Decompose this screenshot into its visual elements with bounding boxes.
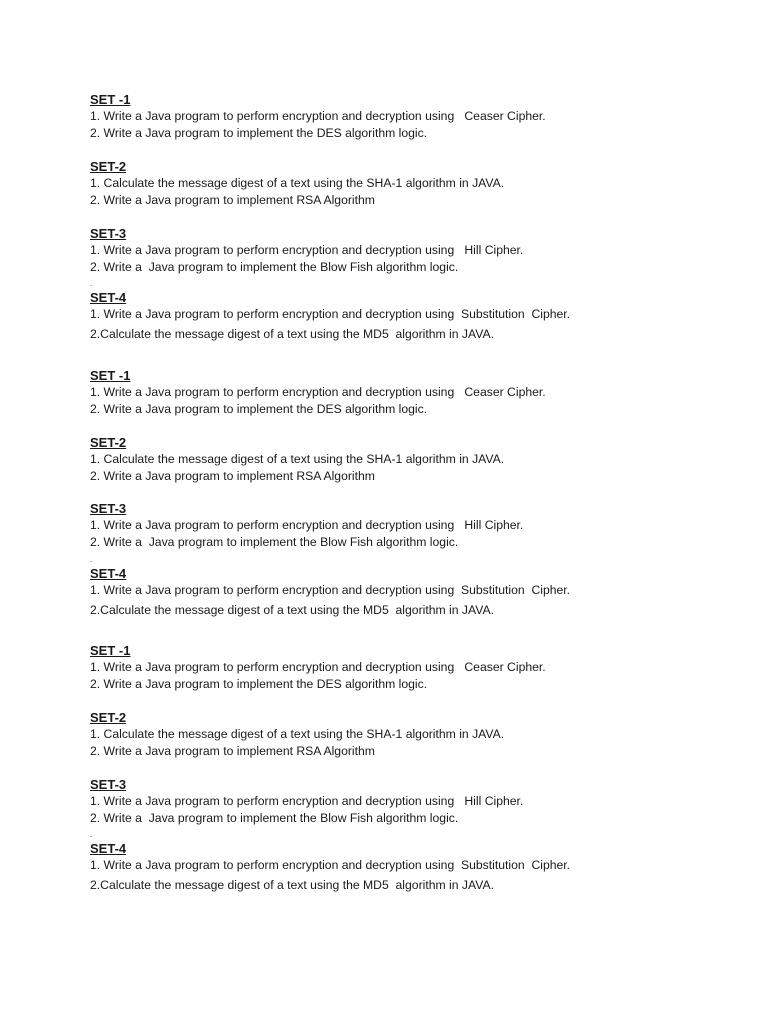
set-2-question-1: 1. Calculate the message digest of a text using the SHA-1 algorithm in JAVA. <box>90 452 505 466</box>
set-2-heading: SET-2 <box>90 159 127 174</box>
set-4-question-1: 1. Write a Java program to perform encryption and decryption using Substitution Cipher. <box>90 858 571 872</box>
set-1-block <box>90 368 730 418</box>
set-2-block <box>90 435 730 485</box>
set-2-heading: SET-2 <box>90 710 127 725</box>
set-1-question-2: 2. Write a Java program to implement the DES algorithm logic. <box>90 126 428 140</box>
set-4-heading: SET-4 <box>90 566 127 581</box>
set-1-question-1: 1. Write a Java program to perform encryption and decryption using Ceaser Cipher. <box>90 109 546 123</box>
set-3-block <box>90 501 730 551</box>
set-2-block <box>90 159 730 209</box>
set-3-heading: SET-3 <box>90 226 127 241</box>
set-4-block <box>90 290 730 343</box>
set-4-block <box>90 566 730 619</box>
set-4-question-2: 2.Calculate the message digest of a text using the MD5 algorithm in JAVA. <box>90 327 494 341</box>
set-3-question-2: 2. Write a Java program to implement the Blow Fish algorithm logic. <box>90 811 459 825</box>
set-1-heading: SET -1 <box>90 643 131 658</box>
set-3-question-1: 1. Write a Java program to perform encryption and decryption using Hill Cipher. <box>90 518 524 532</box>
set-2-question-1: 1. Calculate the message digest of a text using the SHA-1 algorithm in JAVA. <box>90 176 505 190</box>
set-2-heading: SET-2 <box>90 435 127 450</box>
set-2-question-2: 2. Write a Java program to implement RSA Algorithm <box>90 744 375 758</box>
set-2-question-2: 2. Write a Java program to implement RSA Algorithm <box>90 193 375 207</box>
set-2-block <box>90 710 730 760</box>
set-4-question-1: 1. Write a Java program to perform encryption and decryption using Substitution Cipher. <box>90 307 571 321</box>
stray-dot: . <box>90 279 93 288</box>
set-2-question-2: 2. Write a Java program to implement RSA Algorithm <box>90 469 375 483</box>
set-4-question-2: 2.Calculate the message digest of a text using the MD5 algorithm in JAVA. <box>90 878 494 892</box>
set-1-question-2: 2. Write a Java program to implement the DES algorithm logic. <box>90 677 428 691</box>
set-3-question-1: 1. Write a Java program to perform encryption and decryption using Hill Cipher. <box>90 243 524 257</box>
set-3-question-1: 1. Write a Java program to perform encryption and decryption using Hill Cipher. <box>90 794 524 808</box>
set-1-heading: SET -1 <box>90 368 131 383</box>
set-3-block <box>90 777 730 827</box>
set-1-question-2: 2. Write a Java program to implement the DES algorithm logic. <box>90 402 428 416</box>
set-1-block <box>90 92 730 142</box>
set-3-block <box>90 226 730 276</box>
set-4-heading: SET-4 <box>90 290 127 305</box>
set-1-heading: SET -1 <box>90 92 131 107</box>
set-4-question-2: 2.Calculate the message digest of a text using the MD5 algorithm in JAVA. <box>90 603 494 617</box>
set-3-heading: SET-3 <box>90 501 127 516</box>
stray-dot: . <box>90 555 93 564</box>
set-1-question-1: 1. Write a Java program to perform encryption and decryption using Ceaser Cipher. <box>90 385 546 399</box>
stray-dot: . <box>90 830 93 839</box>
set-4-heading: SET-4 <box>90 841 127 856</box>
set-3-question-2: 2. Write a Java program to implement the Blow Fish algorithm logic. <box>90 535 459 549</box>
set-4-question-1: 1. Write a Java program to perform encryption and decryption using Substitution Cipher. <box>90 583 571 597</box>
set-3-heading: SET-3 <box>90 777 127 792</box>
set-2-question-1: 1. Calculate the message digest of a text using the SHA-1 algorithm in JAVA. <box>90 727 505 741</box>
set-3-question-2: 2. Write a Java program to implement the Blow Fish algorithm logic. <box>90 260 459 274</box>
set-1-block <box>90 643 730 693</box>
set-1-question-1: 1. Write a Java program to perform encryption and decryption using Ceaser Cipher. <box>90 660 546 674</box>
set-4-block <box>90 841 730 894</box>
